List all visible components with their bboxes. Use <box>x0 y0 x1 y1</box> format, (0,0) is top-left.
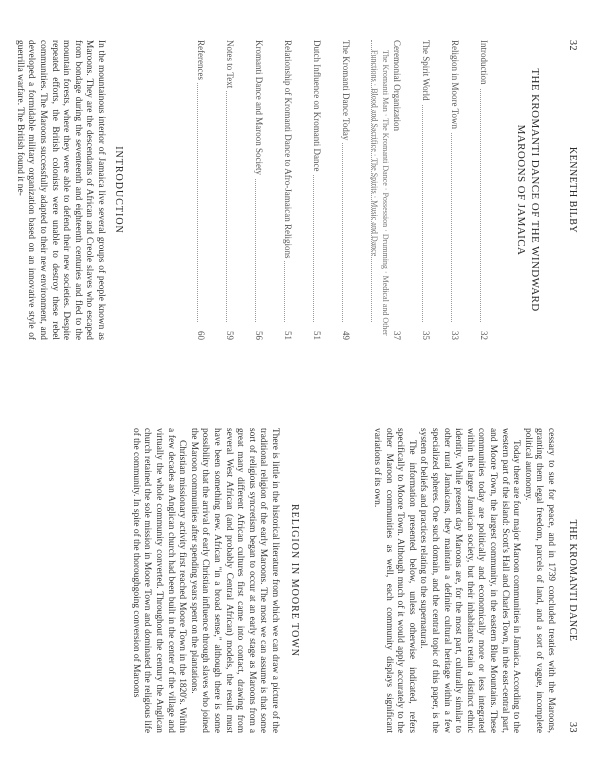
toc-label: The Spirit World <box>421 40 431 104</box>
toc-label: Religion in Moore Town <box>450 40 460 132</box>
left-page-number: 32 <box>567 40 578 51</box>
section-heading-religion: RELIGION IN MOORE TOWN <box>289 503 300 657</box>
toc-page: 51 <box>311 328 323 340</box>
toc-item <box>311 40 323 340</box>
section-heading-introduction: INTRODUCTION <box>113 146 124 234</box>
right-page <box>0 388 600 776</box>
toc-label: The Kromanti Dance Today <box>341 40 351 143</box>
toc-item <box>369 40 403 340</box>
toc-subitems: The Kromanti Man · The Kromanti Dance · Possession · Drumming · Medical and Other Functions · Blood and Sacrifice · The Spirits · Music and Dance <box>370 50 390 336</box>
toc-label: Relationship of Kromanti Dance to Afro-Jamaican Religions <box>283 40 293 261</box>
toc-label: References <box>196 40 206 83</box>
toc-item <box>195 40 207 340</box>
toc-page: 51 <box>282 328 294 340</box>
toc-item <box>340 40 352 340</box>
toc-page: 56 <box>253 328 265 340</box>
paragraph: Today there are four major Maroon communities in Jamaica. According to the western part of the island: Scott's Hall and Charles Town, in the east-central part, and Moore Town, the largest community, in the eastern Blue Mountains. These communities today are politically and economically more or less integrated within the larger Jamaican society, but their inhabitants retain a distinct ethnic identity. While present day Maroons are, for the most part, culturally similar to other rural Jamaicans, they maintain a definite cultural heritage within a few specialized spheres. One such domain, and the central topic of this paper, is the system of beliefs and practices relating to the supernatural. <box>418 428 522 733</box>
toc-label: Kromanti Dance and Maroon Society <box>254 40 264 178</box>
toc-label: Dutch Influence on Kromanti Dance <box>312 40 322 174</box>
right-page-number: 33 <box>567 722 578 733</box>
toc-page: 37 <box>391 328 403 340</box>
toc-label: Introduction <box>479 40 489 88</box>
paragraph: Christian missionary activity first reached Moore Town in the 1820's. Within a few decades an Anglican church had been built in the center of the village and virtually the whole community converted. Throughout the century the Anglican church retained the sole mission in Moore Town and dominated the religious life of the community. In spite of the thoroughgoing conversion of Maroons <box>130 428 188 733</box>
toc-label: Ceremonial Organization <box>392 40 402 134</box>
table-of-contents <box>178 40 490 340</box>
toc-page: 33 <box>449 328 461 340</box>
toc-label: Notes to Text <box>225 40 235 91</box>
toc-page: 60 <box>195 328 207 340</box>
toc-item <box>253 40 265 340</box>
toc-page: 59 <box>224 328 236 340</box>
toc-item <box>478 40 490 340</box>
intro-text <box>13 40 106 340</box>
toc-item <box>449 40 461 340</box>
right-running-head-text: THE KROMANTI DANCE <box>567 519 578 642</box>
toc-item <box>420 40 432 340</box>
right-text-bottom <box>129 428 280 733</box>
toc-item <box>224 40 236 340</box>
toc-page: 49 <box>340 328 352 340</box>
toc-page: 35 <box>420 328 432 340</box>
intro-paragraph: In the mountainous interior of Jamaica live several groups of people known as Maroons. They are the descendants of African and Creole slaves who escaped from bondage during the seventeenth and eighteenth centuries and fled to the mountain forests, where they were able to defend their new societies. Despite repeated efforts, the British colonists were unable to destroy these rebel communities. The Maroons successfully adapted to their new environment, and developed a formidable military organization based on an innovative style of guerrilla warfare. The British found it ne- <box>14 40 106 340</box>
left-running-head-text: KENNETH BILBY <box>567 146 578 234</box>
paragraph: cessary to sue for peace, and in 1739 concluded treaties with the Maroons, granting them legal freedom, parcels of land, and a sort of vague, incomplete political autonomy. <box>522 428 556 733</box>
paragraph: There is little in the historical literature from which we can draw a picture of the traditional religion of the early Maroons. The most we can assume is that some sort of religious syncretism began to occur at an early stage as Maroons from a great many different African cultures first came into contact, drawing from several West African (and probably Central African) models, the result must have been something new. African "in a broad sense," although there is some possibility that the arrival of early Christian influence through slaves who joined the Maroon communities after spending years spent on the plantations. <box>188 428 280 733</box>
toc-page: 32 <box>478 328 490 340</box>
chapter-title: THE KROMANTI DANCE OF THE WINDWARD MAROONS OF JAMAICA <box>515 68 541 312</box>
paragraph: The information presented below, unless otherwise indicated, refers specifically to Moore Town. Although much of it would apply accurately to the other Maroon communities as well, each community displays significant variations of its own. <box>372 428 417 733</box>
toc-item <box>282 40 294 340</box>
right-text-top <box>371 428 557 733</box>
